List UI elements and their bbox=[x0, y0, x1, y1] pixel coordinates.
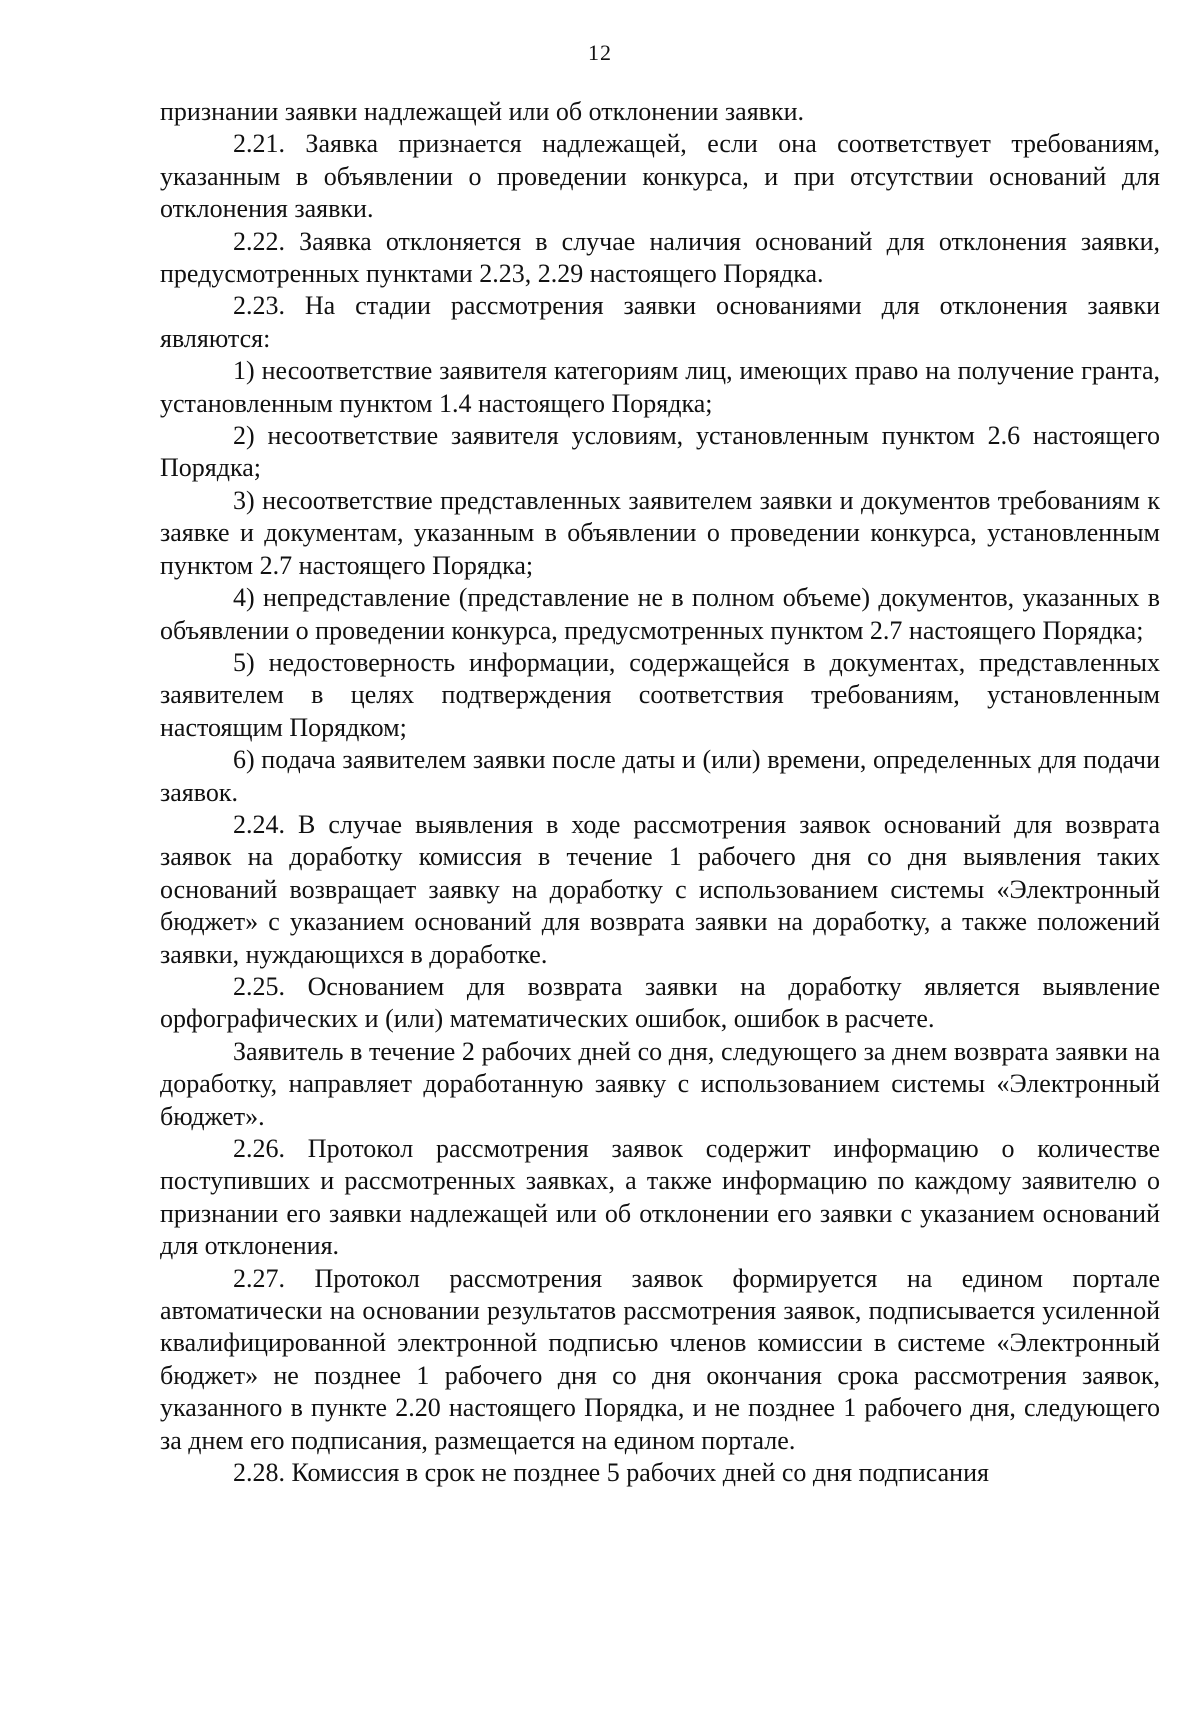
list-item-6: 6) подача заявителем заявки после даты и (или) времени, определенных для подачи заявок. bbox=[160, 745, 1160, 807]
list-item-3: 3) несоответствие представленных заявителем заявки и документов требованиям к заявке и документам, указанным в объявлении о проведении конкурса, установленным пунктом 2.7 настоящего Порядка; bbox=[160, 485, 1160, 580]
list-item-4: 4) непредставление (представление не в полном объеме) документов, указанных в объявлении о проведении конкурса, предусмотренных пунктом 2.7 настоящего Порядка; bbox=[160, 583, 1160, 645]
list-item-5: 5) недостоверность информации, содержащейся в документах, представленных заявителем в целях подтверждения соответствия требованиям, установленным настоящим Порядком; bbox=[160, 647, 1160, 742]
list-item-1: 1) несоответствие заявителя категориям лиц, имеющих право на получение гранта, установленным пунктом 1.4 настоящего Порядка; bbox=[160, 356, 1160, 418]
paragraph-applicant: Заявитель в течение 2 рабочих дней со дня, следующего за днем возврата заявки на доработку, направляет доработанную заявку с использованием системы «Электронный бюджет». bbox=[160, 1036, 1160, 1131]
paragraph-2-21: 2.21. Заявка признается надлежащей, если она соответствует требованиям, указанным в объявлении о проведении конкурса, и при отсутствии оснований для отклонения заявки. bbox=[160, 129, 1160, 224]
paragraph-2-25: 2.25. Основанием для возврата заявки на доработку является выявление орфографических и (или) математических ошибок, ошибок в расчете. bbox=[160, 971, 1160, 1034]
paragraph-2-26: 2.26. Протокол рассмотрения заявок содержит информацию о количестве поступивших и рассмотренных заявках, а также информацию по каждому заявителю о признании его заявки надлежащей или об отклонении его заявки с указанием оснований для отклонения. bbox=[160, 1134, 1160, 1261]
page-number: 12 bbox=[588, 40, 612, 65]
paragraph-2-27: 2.27. Протокол рассмотрения заявок формируется на едином портале автоматически на основании результатов рассмотрения заявок, подписывается усиленной квалифицированной электронной подписью членов комиссии в системе «Электронный бюджет» не позднее 1 рабочего дня со дня окончания срока рассмотрения заявок, указанного в пункте 2.20 настоящего Порядка, и не позднее 1 рабочего дня, следующего за днем его подписания, размещается на едином портале. bbox=[160, 1263, 1160, 1455]
paragraph-2-24: 2.24. В случае выявления в ходе рассмотрения заявок оснований для возврата заявок на доработку комиссия в течение 1 рабочего дня со дня выявления таких оснований возвращает заявку на доработку с использованием системы «Электронный бюджет» с указанием оснований для возврата заявки на доработку, а также положений заявки, нуждающихся в доработке. bbox=[160, 809, 1160, 969]
paragraph-continuation: признании заявки надлежащей или об отклонении заявки. bbox=[160, 97, 805, 126]
paragraph-2-22: 2.22. Заявка отклоняется в случае наличия оснований для отклонения заявки, предусмотренных пунктами 2.23, 2.29 настоящего Порядка. bbox=[160, 226, 1160, 289]
list-item-2: 2) несоответствие заявителя условиям, установленным пунктом 2.6 настоящего Порядка; bbox=[160, 421, 1160, 483]
document-body bbox=[160, 96, 1160, 1489]
paragraph-2-23: 2.23. На стадии рассмотрения заявки основаниями для отклонения заявки являются: bbox=[160, 291, 1160, 353]
paragraph-2-28: 2.28. Комиссия в срок не позднее 5 рабочих дней со дня подписания bbox=[233, 1458, 989, 1488]
